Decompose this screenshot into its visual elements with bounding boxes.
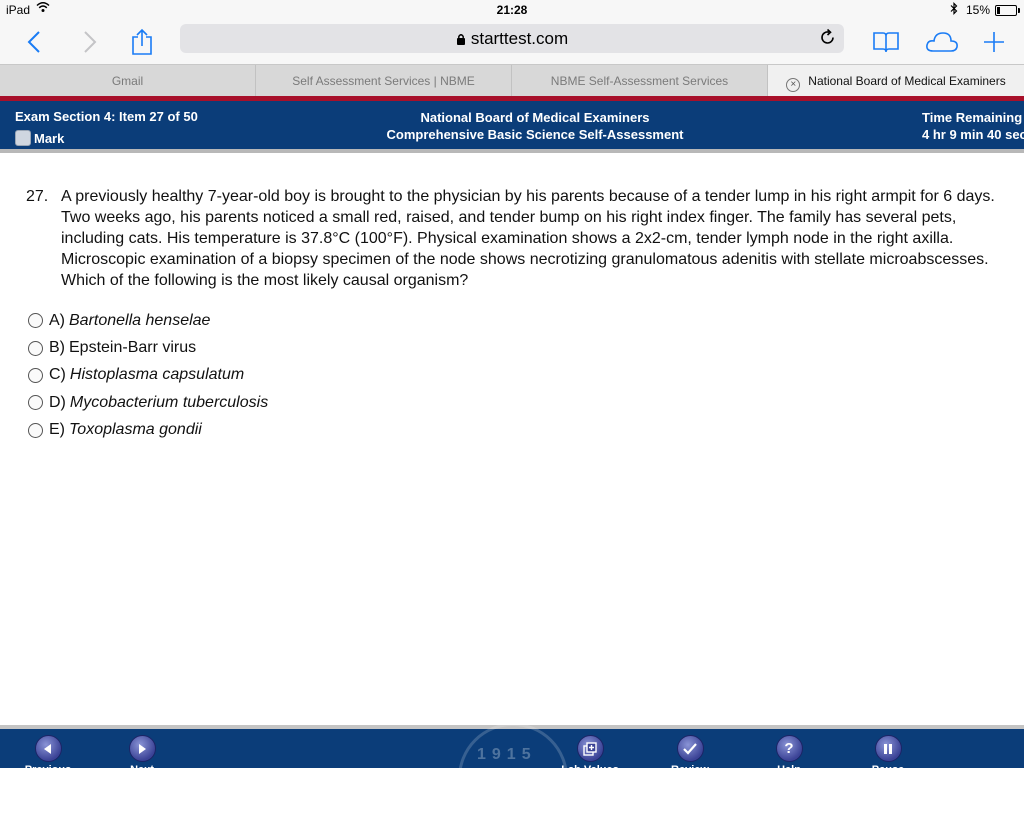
help-label: Help: [777, 764, 801, 776]
help-button[interactable]: [754, 735, 824, 785]
tab-gmail[interactable]: [0, 65, 256, 97]
tab-label: NBME Self-Assessment Services: [550, 74, 729, 88]
radio-button[interactable]: [28, 423, 43, 438]
question: [26, 186, 1011, 291]
share-icon: [131, 28, 153, 56]
mark-box[interactable]: [15, 130, 31, 146]
answer-choice-d[interactable]: [28, 389, 268, 416]
seal-text: 1915: [477, 746, 537, 763]
share-button[interactable]: [126, 20, 158, 64]
exam-footer: [0, 729, 1024, 776]
book-icon: [872, 31, 900, 53]
back-button[interactable]: [18, 20, 50, 64]
lab-values-label: Lab Values: [561, 764, 619, 776]
tab-self-assessment-services[interactable]: [256, 65, 512, 97]
lock-icon: [456, 33, 466, 45]
url-display: [180, 29, 844, 49]
choice-letter: E): [49, 421, 65, 439]
tab-label: Gmail: [111, 74, 144, 88]
next-button[interactable]: [107, 735, 177, 785]
choice-text: Bartonella henselae: [69, 311, 211, 329]
time-remaining-value: 4 hr 9 min 40 sec: [922, 127, 1027, 142]
radio-button[interactable]: [28, 313, 43, 328]
chevron-left-icon: [27, 30, 41, 54]
next-label: Next: [130, 764, 154, 776]
time-remaining: [922, 109, 1027, 143]
arrow-left-icon: [35, 735, 62, 762]
tab-national-board[interactable]: [768, 65, 1024, 97]
answer-choices: [28, 307, 268, 444]
question-mark-icon: ?: [776, 735, 803, 762]
choice-text: Toxoplasma gondii: [69, 421, 202, 439]
previous-button[interactable]: [13, 735, 83, 785]
previous-label: Previous: [24, 764, 72, 776]
checkmark-icon: [677, 735, 704, 762]
address-bar[interactable]: [180, 24, 844, 53]
org-name: National Board of Medical Examiners: [420, 110, 650, 125]
device-name: iPad: [6, 3, 31, 17]
question-stem: A previously healthy 7-year-old boy is brought to the physician by his parents because of a tender lump in his right armpit for 6 days. Two weeks ago, his parents noticed a small red, raised, and tender bump on his right index finger. The family has several pets, including cats. His temperature is 37.8°C (100°F). Physical examination shows a 2x2-cm, tender lymph node in the right axilla. Microscopic examination of a biopsy specimen of the node shows necrotizing granulomatous adenitis with stellate microabscesses. Which of the following is the most likely causal organism?: [61, 188, 995, 289]
cloud-icon: [925, 31, 959, 53]
mark-checkbox[interactable]: [15, 130, 64, 146]
question-number: 27.: [26, 188, 49, 205]
plus-icon: [983, 31, 1005, 53]
tab-label: National Board of Medical Examiners: [808, 74, 1006, 88]
exam-section-label: Exam Section 4: Item 27 of 50: [15, 109, 198, 124]
battery-icon: [995, 5, 1017, 16]
answer-choice-a[interactable]: [28, 307, 268, 334]
lab-values-button[interactable]: [555, 735, 625, 785]
choice-text: Histoplasma capsulatum: [69, 366, 245, 384]
choice-letter: A): [49, 311, 65, 329]
exam-title: Comprehensive Basic Science Self-Assessment: [386, 127, 684, 142]
bluetooth-icon: [950, 2, 958, 18]
answer-choice-c[interactable]: [28, 362, 268, 389]
header-divider: [0, 149, 1024, 153]
choice-letter: D): [49, 393, 66, 411]
close-tab-icon[interactable]: ×: [786, 78, 800, 92]
browser-toolbar: [0, 20, 1024, 64]
battery-percentage: 15%: [966, 3, 991, 17]
mark-label: Mark: [34, 130, 65, 146]
lab-values-icon: [577, 735, 604, 762]
review-button[interactable]: [655, 735, 725, 785]
status-time: 21:28: [496, 3, 528, 17]
nbme-seal: [458, 723, 568, 833]
bookmarks-button[interactable]: [866, 20, 906, 64]
choice-letter: B): [49, 339, 65, 357]
arrow-right-icon: [129, 735, 156, 762]
forward-button[interactable]: [74, 20, 106, 64]
answer-choice-e[interactable]: [28, 417, 268, 444]
pause-button[interactable]: [853, 735, 923, 785]
choice-text: Mycobacterium tuberculosis: [69, 393, 269, 411]
exam-header: [0, 101, 1027, 149]
icloud-tabs-button[interactable]: [920, 20, 964, 64]
url-text: starttest.com: [470, 29, 569, 48]
reload-icon[interactable]: [820, 28, 836, 51]
pause-label: Pause: [871, 764, 905, 776]
radio-button[interactable]: [28, 368, 43, 383]
status-bar: [0, 0, 1024, 20]
radio-button[interactable]: [28, 395, 43, 410]
new-tab-button[interactable]: [976, 20, 1012, 64]
exam-title-block: [330, 109, 740, 143]
tab-label: Self Assessment Services | NBME: [292, 74, 475, 88]
pause-icon: [875, 735, 902, 762]
choice-letter: C): [49, 366, 66, 384]
review-label: Review: [671, 764, 709, 776]
tab-nbme-self-assessment[interactable]: [512, 65, 768, 97]
radio-button[interactable]: [28, 341, 43, 356]
time-remaining-label: Time Remaining: [922, 110, 1023, 125]
tab-strip: [0, 64, 1024, 97]
chevron-right-icon: [83, 30, 97, 54]
choice-text: Epstein-Barr virus: [69, 339, 197, 357]
answer-choice-b[interactable]: [28, 334, 268, 361]
